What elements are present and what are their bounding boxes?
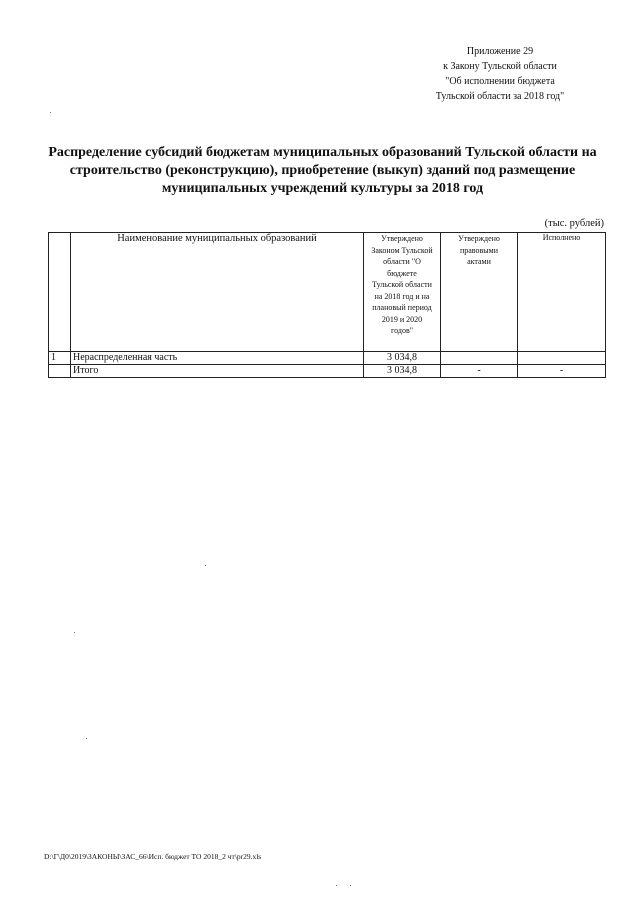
scan-speck (50, 112, 51, 113)
appendix-header (400, 44, 600, 104)
header-approved-line: Утверждено (381, 234, 423, 243)
header-name: Наименование муниципальных образований (71, 233, 364, 352)
subsidy-table (48, 232, 606, 378)
table-row-total (49, 365, 606, 378)
row-approved: 3 034,8 (364, 365, 441, 378)
scan-speck (205, 565, 206, 566)
row-done: - (518, 365, 606, 378)
header-approved-line: 2019 и 2020 (381, 314, 423, 324)
title-line: строительство (реконструкцию), приобретение (выкуп) зданий под размещение (69, 163, 576, 178)
appendix-line: "Об исполнении бюджета (445, 76, 555, 87)
scan-speck (350, 885, 351, 886)
row-name: Итого (71, 365, 364, 378)
row-number: 1 (49, 352, 71, 365)
header-acts-line: актами (467, 257, 491, 266)
file-path: D:\Г\Д0\2019\ЗАКОНЫ\ЗАС_66\Исп. бюджет ТО 2018_2 чт\pr29.xls (44, 852, 262, 861)
header-done: Исполнено (518, 233, 606, 352)
units-label: (тыс. рублей) (544, 218, 604, 229)
scan-speck (74, 632, 75, 633)
table-row (49, 352, 606, 365)
header-acts-line: Утверждено (458, 234, 500, 243)
header-approved-line: плановый период (372, 303, 432, 312)
row-number (49, 365, 71, 378)
row-done (518, 352, 606, 365)
header-approved-line: Тульской области (372, 280, 432, 289)
scan-speck (86, 738, 87, 739)
table-header-row (49, 233, 606, 352)
appendix-line: Тульской области за 2018 год" (435, 91, 565, 102)
header-acts (441, 233, 518, 352)
title-line: муниципальных учреждений культуры за 2018 год (161, 181, 484, 196)
header-approved-line: годов" (391, 326, 413, 335)
appendix-line: к Закону Тульской области (443, 61, 557, 72)
row-acts (441, 352, 518, 365)
scan-speck (336, 885, 337, 886)
header-approved-line: Законом Тульской (371, 245, 433, 255)
row-name: Нераспределенная часть (71, 352, 364, 365)
header-number (49, 233, 71, 352)
header-acts-line: правовыми (459, 245, 499, 255)
header-approved (364, 233, 441, 352)
header-approved-line: области "О (383, 257, 421, 266)
row-approved: 3 034,8 (364, 352, 441, 365)
header-approved-line: на 2018 год и на (374, 291, 430, 301)
document-title (40, 144, 605, 198)
header-approved-line: бюджете (387, 268, 417, 278)
appendix-line: Приложение 29 (466, 46, 534, 57)
row-acts: - (441, 365, 518, 378)
title-line: Распределение субсидий бюджетам муниципальных образований Тульской области на (48, 145, 597, 160)
